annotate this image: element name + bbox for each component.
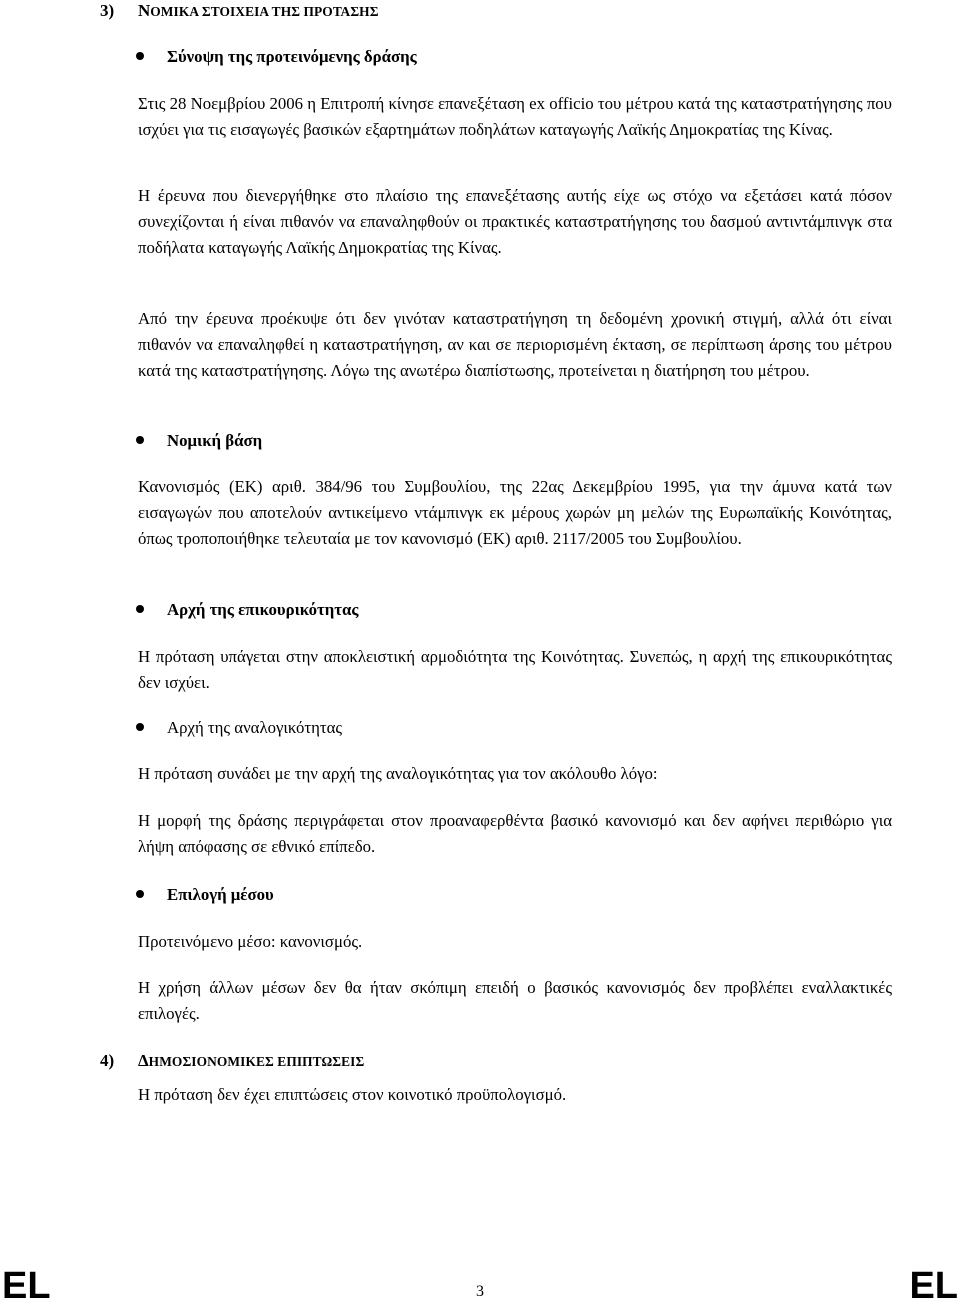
bullet-legal-basis bbox=[136, 428, 876, 454]
section-title-initial: Δ bbox=[138, 1051, 149, 1070]
footer-language-left: EL bbox=[2, 1265, 51, 1303]
paragraph-instrument-1: Προτεινόμενο μέσο: κανονισμός. bbox=[138, 932, 363, 951]
section-title: ΟΜΙΚΑ ΣΤΟΙΧΕΙΑ ΤΗΣ ΠΡΟΤΑΣΗΣ bbox=[150, 4, 379, 19]
paragraph-summary-1: Στις 28 Νοεμβρίου 2006 η Επιτροπή κίνησε επανεξέταση ex officio του μέτρου κατά της καταστρατήγησης που ισχύει για τις εισαγωγές βασικών εξαρτημάτων ποδηλάτων καταγωγής Λαϊκής Δημοκρατίας της Κίνας. bbox=[138, 94, 892, 139]
page-number: 3 bbox=[476, 1283, 484, 1300]
bullet-heading: Σύνοψη της προτεινόμενης δράσης bbox=[167, 47, 417, 66]
bullet-heading: Αρχή της αναλογικότητας bbox=[167, 718, 343, 737]
section-4-heading bbox=[100, 1048, 900, 1075]
paragraph-legal-basis: Κανονισμός (ΕΚ) αριθ. 384/96 του Συμβουλίου, της 22ας Δεκεμβρίου 1995, για την άμυνα κατά των εισαγωγών που αποτελούν αντικείμενο ντάμπινγκ εκ μέρους χωρών μη μελών της Ευρωπαϊκής Κοινότητας, όπως τροποποιήθηκε τελευταία με τον κανονισμό (ΕΚ) αριθ. 2117/2005 του Συμβουλίου. bbox=[138, 477, 892, 548]
paragraph-instrument-2: Η χρήση άλλων μέσων δεν θα ήταν σκόπιμη επειδή ο βασικός κανονισμός δεν προβλέπει εναλλακτικές επιλογές. bbox=[138, 978, 892, 1023]
bullet-dot-icon bbox=[136, 605, 144, 613]
section-number: 3) bbox=[100, 1, 115, 20]
paragraph-summary-3: Από την έρευνα προέκυψε ότι δεν γινόταν καταστρατήγηση τη δεδομένη χρονική στιγμή, αλλά ότι είναι πιθανόν να επαναληφθεί η καταστρατήγηση, αν και σε περιορισμένη έκταση, σε περίπτωση άρσης του μέτρου κατά της καταστρατήγησης. Λόγω της ανωτέρω διαπίστωσης, προτείνεται η διατήρηση του μέτρου. bbox=[138, 309, 892, 380]
footer-language-right: EL bbox=[909, 1265, 958, 1303]
bullet-dot-icon bbox=[136, 52, 144, 60]
section-title: ΗΜΟΣΙΟΝΟΜΙΚΕΣ ΕΠΙΠΤΩΣΕΙΣ bbox=[148, 1054, 365, 1069]
bullet-summary bbox=[136, 44, 876, 70]
bullet-heading: Νομική βάση bbox=[167, 431, 263, 450]
section-title-initial: N bbox=[138, 1, 151, 20]
bullet-dot-icon bbox=[136, 723, 144, 731]
paragraph-budget: Η πρόταση δεν έχει επιπτώσεις στον κοινοτικό προϋπολογισμό. bbox=[138, 1085, 567, 1104]
bullet-heading: Αρχή της επικουρικότητας bbox=[167, 600, 359, 619]
section-number: 4) bbox=[100, 1051, 115, 1070]
bullet-instrument bbox=[136, 882, 876, 908]
paragraph-summary-2: Η έρευνα που διενεργήθηκε στο πλαίσιο της επανεξέτασης αυτής είχε ως στόχο να εξετάσει κατά πόσον συνεχίζονται ή είναι πιθανόν να επαναληφθούν οι πρακτικές καταστρατήγησης του δασμού αντιντάμπινγκ στα ποδήλατα καταγωγής Λαϊκής Δημοκρατίας της Κίνας. bbox=[138, 186, 892, 257]
bullet-dot-icon bbox=[136, 436, 144, 444]
bullet-heading: Επιλογή μέσου bbox=[167, 885, 274, 904]
section-3-heading bbox=[100, 0, 900, 25]
bullet-proportionality bbox=[136, 715, 876, 741]
bullet-subsidiarity bbox=[136, 597, 876, 623]
paragraph-proportionality-1: Η πρόταση συνάδει με την αρχή της αναλογικότητας για τον ακόλουθο λόγο: bbox=[138, 764, 658, 783]
paragraph-subsidiarity: Η πρόταση υπάγεται στην αποκλειστική αρμοδιότητα της Κοινότητας. Συνεπώς, η αρχή της επικουρικότητας δεν ισχύει. bbox=[138, 647, 892, 692]
bullet-dot-icon bbox=[136, 890, 144, 898]
paragraph-proportionality-2: Η μορφή της δράσης περιγράφεται στον προαναφερθέντα βασικό κανονισμό και δεν αφήνει περιθώριο για λήψη απόφασης σε εθνικό επίπεδο. bbox=[138, 811, 892, 856]
